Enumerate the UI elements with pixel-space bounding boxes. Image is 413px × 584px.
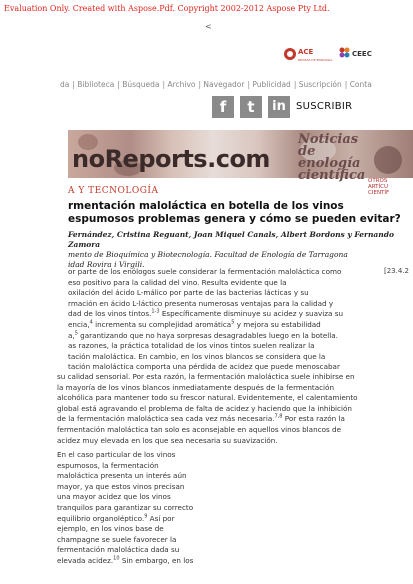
p3-line: champagne se suele favorecer la	[57, 534, 177, 544]
nav-item-browser[interactable]: Navegador	[203, 80, 245, 89]
ref-sup[interactable]: 7,8	[274, 413, 283, 420]
ref-sup[interactable]: 9	[144, 513, 148, 520]
nav-item-subscription[interactable]: Suscripción	[298, 80, 342, 89]
nav-item-home[interactable]: da	[60, 80, 70, 89]
article-authors	[68, 230, 408, 270]
ace-logo-subtext: REVISTA DE ENOLOGÍA	[298, 58, 333, 62]
p3-line: equilibrio organoléptico.$^9$ Así por	[57, 513, 175, 523]
ref-sup[interactable]: 5	[231, 319, 235, 326]
ref-sup[interactable]: 4	[89, 319, 93, 326]
p3-line: En el caso particular de los vinos	[57, 450, 176, 459]
facebook-icon[interactable]: f	[212, 96, 234, 118]
p2-line: alcohólica para mantener todo su frescor natural. Evidentemente, el calentamiento	[57, 393, 358, 403]
p3-line: mayor, ya que estos vinos precisan	[57, 481, 185, 491]
article-date: [23.4.2	[384, 267, 409, 275]
banner-title: noReports.com	[72, 145, 270, 173]
nav-item-search[interactable]: Búsqueda	[122, 80, 160, 89]
side-link-others[interactable]: OTROS	[368, 178, 388, 184]
p1-line: or parte de los enólogos suele considerar la fermentación maloláctica como	[68, 267, 342, 276]
p1-line: dad de los vinos tintos.$^{1-3}$ Específicamente disminuye su acidez y suaviza su	[68, 308, 344, 319]
p2-line: la mayoría de los vinos blancos inmediatamente después de la fermentación	[57, 382, 335, 392]
top-navigation: da | Biblioteca | Búsqueda | Archivo | Navegador | Publicidad | Suscripción | Conta	[60, 80, 372, 89]
p1-line: a,$^5$ garantizando que no haya sorpresas desagradables luego en la botella.	[68, 330, 338, 340]
ceec-logo-icon	[336, 44, 376, 66]
p1-line: rmación en ácido L-láctico presenta numerosas ventajas para la calidad y	[68, 298, 334, 308]
ace-logo-text: ACE	[298, 48, 314, 56]
p2-line: acidez muy elevada en los que sea necesaria su suavización.	[57, 435, 278, 445]
p1-line: tación maloláctica. En cambio, en los vinos blancos se considera que la	[68, 351, 326, 361]
nav-item-archive[interactable]: Archivo	[167, 80, 196, 89]
author-affiliation-1: mento de Bioquímica y Biotecnología. Facultad de Enología de Tarragona	[68, 250, 348, 259]
subscribe-button[interactable]: SUSCRIBIR	[296, 101, 353, 112]
p2-line: de la fermentación maloláctica sea cada vez más necesaria.$^{7,8}$ Por esta razón la	[57, 413, 345, 424]
ceec-logo-text: CEEC	[352, 50, 372, 58]
p3-line: ejemplo, en los vinos base de	[57, 524, 164, 534]
ace-logo-icon	[282, 44, 333, 66]
p1-line: oxilación del ácido L-málico por parte de las bacterias lácticas y su	[68, 288, 309, 298]
p3-line: espumosos, la fermentación	[57, 460, 159, 470]
evaluation-watermark: Evaluation Only. Created with Aspose.Pdf. Copyright 2002-2012 Aspose Pty Ltd.	[4, 4, 330, 13]
side-links	[368, 178, 389, 196]
ref-sup[interactable]: 10	[113, 555, 120, 562]
side-link-articles[interactable]: ARTÍCU	[368, 184, 389, 190]
p1-line: encia,$^4$ incrementa su complejidad aromática$^5$ y mejora su estabilidad	[68, 319, 321, 329]
p2-line: global está agravando el problema de falta de acidez y haciendo que la inhibición	[57, 403, 352, 413]
banner-subtitle: Noticias de enología científica	[298, 132, 366, 183]
p2-line: fermentación maloláctica tan solo es aconsejable en aquellos vinos blancos de	[57, 424, 341, 434]
p3-line: fermentación maloláctica dada su	[57, 545, 180, 555]
side-link-scientific[interactable]: CIENTÍF	[368, 190, 390, 196]
p3-line: una mayor acidez que los vinos	[57, 492, 171, 502]
p1-line: as razones, la práctica totalidad de los vinos tintos suelen realizar la	[68, 341, 315, 351]
nav-item-library[interactable]: Biblioteca	[77, 80, 115, 89]
p1-line: eso positivo para la calidad del vino. Resulta evidente que la	[68, 277, 287, 287]
ace-logo[interactable]	[282, 44, 333, 66]
ceec-logo[interactable]	[336, 44, 376, 66]
ref-sup[interactable]: 5	[74, 330, 78, 337]
section-label: A Y TECNOLOGÍA	[68, 186, 159, 196]
author-affiliation-2: idad Rovira i Virgili.	[68, 260, 145, 269]
article-headline: rmentación maloláctica en botella de los vinos espumosos problemas genera y cómo se pueden evitar?	[68, 200, 401, 225]
p3-line: tranquilos para garantizar su correcto	[57, 502, 194, 512]
article-paragraph-2	[57, 372, 397, 446]
nav-item-contact[interactable]: Conta	[349, 80, 372, 89]
p3-line: elevada acidez.$^{10}$ Sin embargo, en los	[57, 555, 194, 565]
article-paragraph-1	[68, 267, 378, 373]
nav-item-advertising[interactable]: Publicidad	[252, 80, 291, 89]
p2-line: su calidad sensorial. Por esta razón, la fermentación maloláctica suele inhibirse en	[57, 372, 355, 381]
p1-line: tación maloláctica comporta una pérdida de acidez que puede menoscabar	[68, 362, 340, 372]
author-names: Fernández, Cristina Reguant, Joan Miquel Canals, Albert Bordons y Fernando Zamora	[68, 230, 394, 249]
linkedin-icon[interactable]: in	[268, 96, 290, 118]
twitter-icon[interactable]: t	[240, 96, 262, 118]
back-link[interactable]: <	[205, 22, 212, 31]
p3-line: maloláctica presenta un interés aún	[57, 471, 187, 481]
article-paragraph-3	[57, 450, 212, 567]
ref-sup[interactable]: 1-3	[151, 308, 160, 315]
